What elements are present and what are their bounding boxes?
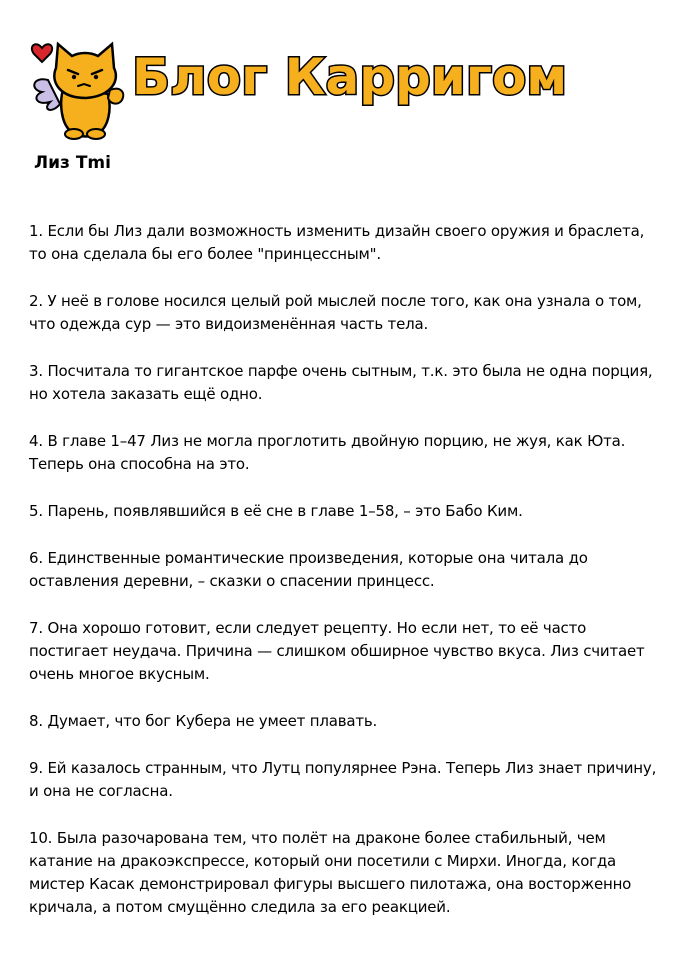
fact-item: 9. Ей казалось странным, что Лутц популярнее Рэна. Теперь Лиз знает причину, и она не согласна. bbox=[29, 759, 657, 800]
fact-item: 10. Была разочарована тем, что полёт на драконе более стабильный, чем катание на дракоэкспрессе, который они посетили с Мирхи. Иногда, когда мистер Касак демонстрировал фигуры высшего пилотажа, она восторженно кричала, а потом смущённо следила за его реакцией. bbox=[29, 829, 632, 916]
blog-logo-title: Блог Карригом bbox=[132, 48, 568, 106]
facts-list bbox=[29, 220, 659, 919]
fact-item: 8. Думает, что бог Кубера не умеет плавать. bbox=[29, 712, 378, 730]
fact-item: 5. Парень, появлявшийся в её сне в главе 1–58, – это Бабо Ким. bbox=[29, 502, 523, 520]
fact-item: 4. В главе 1–47 Лиз не могла проглотить двойную порцию, не жуя, как Юта. Теперь она способна на это. bbox=[29, 432, 626, 473]
fact-item: 1. Если бы Лиз дали возможность изменить дизайн своего оружия и браслета, то она сделала бы его более "принцессным". bbox=[29, 222, 645, 263]
page-subtitle: Лиз Tmi bbox=[34, 153, 111, 173]
fact-item: 7. Она хорошо готовит, если следует рецепту. Но если нет, то её часто постигает неудача. Причина — слишком обширное чувство вкуса. Лиз считает очень многое вкусным. bbox=[29, 619, 645, 683]
blog-header bbox=[28, 34, 668, 142]
fact-item: 3. Посчитала то гигантское парфе очень сытным, т.к. это была не одна порция, но хотела заказать ещё одно. bbox=[29, 362, 653, 403]
heart-icon bbox=[32, 44, 52, 62]
fact-item: 2. У неё в голове носился целый рой мыслей после того, как она узнала о том, что одежда сур — это видоизменённая часть тела. bbox=[29, 292, 642, 333]
cat-mascot-icon bbox=[28, 34, 140, 142]
fact-item: 6. Единственные романтические произведения, которые она читала до оставления деревни, – сказки о спасении принцесс. bbox=[29, 549, 588, 590]
